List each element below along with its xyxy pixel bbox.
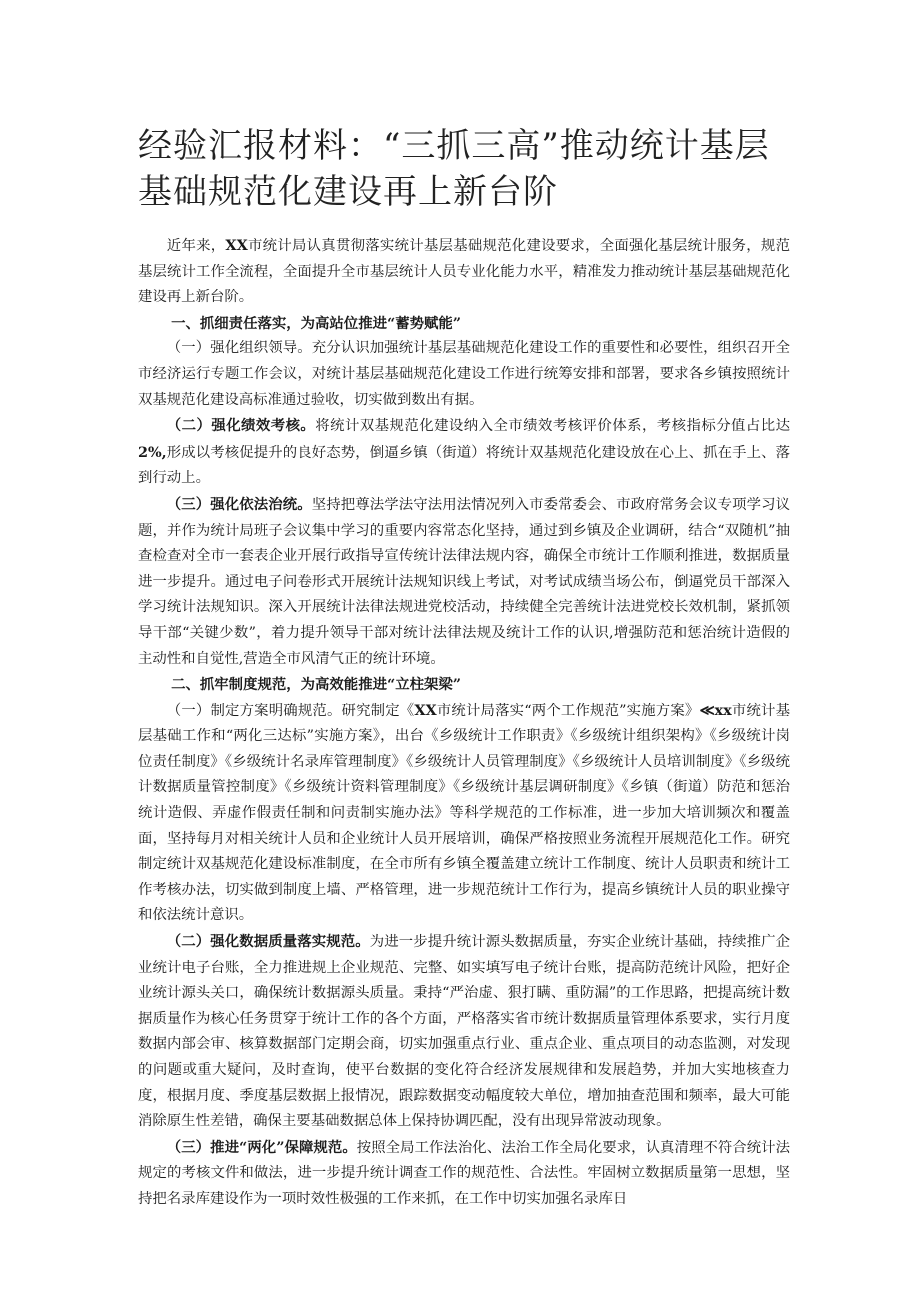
section2-p1-city-code-2: ≪xx xyxy=(699,701,732,719)
section1-paragraph-3 xyxy=(138,492,790,672)
intro-text-start: 近年来， xyxy=(166,238,226,254)
section2-p1-city-code: XX xyxy=(414,701,437,719)
document-page xyxy=(138,123,790,1213)
intro-text-rest: 市统计局认真贯彻落实统计基层基础规范化建设要求，全面强化基层统计服务，规范基层统计工作全流程，全面提升全市基层统计人员专业化能力水平，精准发力推动统计基层基础规范化建设再上新台阶。 xyxy=(138,238,790,306)
section2-p1-text-b: 市统计局落实“两个工作规范”实施方案》 xyxy=(436,702,700,719)
section2-p1-text-a: 研究制定《 xyxy=(341,702,415,719)
section2-p2-lead: （二）强化数据质量落实规范。 xyxy=(166,933,370,951)
section2-p1-text-c: 市统计基层基础工作和“两化三达标”实施方案》，出台《乡级统计工作职责》《乡级统计组织架构》《乡级统计岗位责任制度》《乡级统计名录库管理制度》《乡级统计人员管理制度》《乡级统计人员培训制度》《乡级统计数据质量管控制度》《乡级统计资料管理制度》《乡级统计基层调研制度》《乡镇（街道）防范和惩治统计造假、弄虚作假责任制和问责制实施办法》等科学规范的工作标准，进一步加大培训频次和覆盖面，坚持每月对相关统计人员和企业统计人员开展培训，确保严格按照业务流程开展规范化工作。研究制定统计双基规范化建设标准制度，在全市所有乡镇全覆盖建立统计工作制度、统计人员职责和统计工作考核办法，切实做到制度上墙、严格管理，进一步规范统计工作行为，提高乡镇统计人员的职业操守和依法统计意识。 xyxy=(138,702,790,924)
section1-p2-percent: 2%, xyxy=(138,443,167,461)
section1-p2-text-b: 形成以考核促提升的良好态势，倒逼乡镇（街道）将统计双基规范化建设放在心上、抓在手上、落到行动上。 xyxy=(138,444,790,487)
section1-p2-text-a: 将统计双基规范化建设纳入全市绩效考核评价体系，考核指标分值占比达 xyxy=(315,418,790,435)
section-heading-1: 一、抓细责任落实，为高站位推进“蓄势赋能” xyxy=(171,314,462,332)
document-title: 经验汇报材料：“三抓三高”推动统计基层基础规范化建设再上新台阶 xyxy=(138,126,770,212)
section2-paragraph-3 xyxy=(138,1135,790,1213)
section1-p1-text: 充分认识加强统计基层基础规范化建设工作的重要性和必要性，组织召开全市经济运行专题工作会议，对统计基层基础规范化建设工作进行统筹安排和部署，要求各乡镇按照统计双基规范化建设高标准通过验收，切实做到数出有据。 xyxy=(138,340,790,408)
section2-p3-text: 按照全局工作法治化、法治工作全局化要求，认真清理不符合统计法规定的考核文件和做法，进一步提升统计调查工作的规范性、合法性。牢固树立数据质量第一思想，坚持把名录库建设作为一项时效性极强的工作来抓，在工作中切实加强名录库日 xyxy=(138,1139,790,1207)
section1-p1-lead: （一）强化组织领导。 xyxy=(166,340,312,357)
section2-p1-lead: （一）制定方案明确规范。 xyxy=(166,702,342,719)
section2-p2-text: 为进一步提升统计源头数据质量，夯实企业统计基础，持续推广企业统计电子台账，全力推进规上企业规范、完整、如实填写电子统计台账，提高防范统计风险，把好企业统计源头关口，确保统计数据源头质量。秉持“严治虚、狠打瞒、重防漏”的工作思路，把提高统计数据质量作为核心任务贯穿于统计工作的各个方面，严格落实省市统计数据质量管理体系要求，实行月度数据内部会审、核算数据部门定期会商，切实加强重点行业、重点企业、重点项目的动态监测，对发现的问题或重大疑问，及时查询，使平台数据的变化符合经济发展规律和发展趋势，并加大实地核查力度，根据月度、季度基层数据上报情况，跟踪数据变动幅度较大单位，增加抽查范围和频率，最大可能消除原生性差错，确保主要基础数据总体上保持协调匹配，没有出现异常波动现象。 xyxy=(138,934,790,1130)
section2-paragraph-2 xyxy=(138,929,790,1135)
section2-paragraph-1 xyxy=(138,698,790,929)
section1-p3-lead: （三）强化依法治统。 xyxy=(166,495,312,513)
section1-p2-lead: （二）强化绩效考核。 xyxy=(166,417,316,435)
intro-paragraph xyxy=(138,233,790,311)
section1-paragraph-2 xyxy=(138,413,790,492)
intro-city-code: XX xyxy=(225,237,248,254)
section2-p3-lead: （三）推进“两化”保障规范。 xyxy=(166,1138,357,1156)
section-heading-2: 二、抓牢制度规范，为高效能推进“立柱架梁” xyxy=(171,676,462,694)
section1-p3-text: 坚持把尊法学法守法用法情况列入市委常委会、市政府常务会议专项学习议题，并作为统计局班子会议集中学习的重要内容常态化坚持，通过到乡镇及企业调研，结合“双随机”抽查检查对全市一套表企业开展行政指导宣传统计法律法规内容，确保全市统计工作顺利推进，数据质量进一步提升。通过电子问卷形式开展统计法规知识线上考试，对考试成绩当场公布，倒逼党员干部深入学习统计法规知识。深入开展统计法律法规进党校活动，持续健全完善统计法进党校长效机制，紧抓领导干部“关键少数”，着力提升领导干部对统计法律法规及统计工作的认识,增强防范和惩治统计造假的主动性和自觉性,营造全市风清气正的统计环境。 xyxy=(138,496,790,667)
section1-paragraph-1 xyxy=(138,336,790,413)
